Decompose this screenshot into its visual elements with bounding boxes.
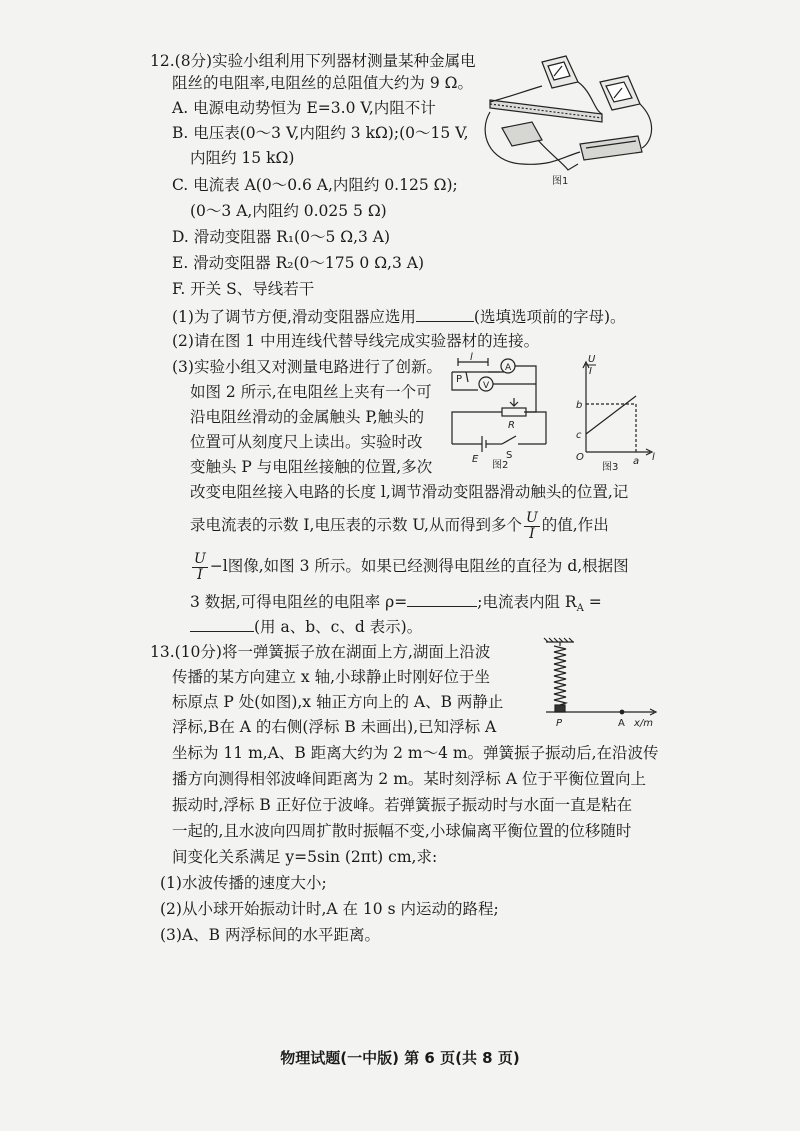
q12-part3-line3: 沿电阻丝滑动的金属触头 P,触头的 [190, 408, 425, 426]
q13-line1: 13.(10分)将一弹簧振子放在湖面上方,湖面上沿波 [150, 643, 491, 661]
fig3-label-a: a [633, 456, 640, 467]
q13-line7: 振动时,浮标 B 正好位于波峰。若弹簧振子振动时与水面一直是粘在 [172, 796, 633, 814]
q12-option-f: F. 开关 S、导线若干 [172, 280, 315, 298]
q12-part3-line7 [190, 508, 609, 542]
q12-part3-line8-text: −l图像,如图 3 所示。如果已经测得电阻丝的直径为 d,根据图 [209, 557, 629, 575]
fig2-label-a: A [505, 363, 512, 373]
fig3-label-c: c [576, 430, 582, 441]
q13-line2: 传播的某方向建立 x 轴,小球静止时刚好位于坐 [172, 668, 491, 686]
fig-label-a: A [618, 718, 625, 729]
q12-part3-line5: 变触头 P 与电阻丝接触的位置,多次 [190, 458, 433, 476]
figure-1-apparatus [482, 52, 660, 190]
q12-part3-line4: 位置可从刻度尺上读出。实验时改 [190, 433, 423, 451]
figure-2-label: 图2 [492, 460, 509, 471]
q12-part3-line2: 如图 2 所示,在电阻丝上夹有一个可 [190, 383, 432, 401]
fig2-label-r: R [508, 420, 515, 431]
fig3-y-label-denominator: I [589, 366, 592, 377]
spring-icon [554, 646, 566, 705]
q12-option-b-cont: 内阻约 15 kΩ) [190, 149, 295, 167]
q12-header: 12.(8分)实验小组利用下列器材测量某种金属电 [150, 52, 476, 70]
fig2-label-s: S [506, 450, 513, 461]
fig2-label-e: E [472, 454, 479, 465]
fraction-numerator: U [525, 509, 538, 526]
q13-line4: 浮标,B在 A 的右侧(浮标 B 未画出),已知浮标 A [172, 718, 497, 736]
figure-2-circuit [444, 350, 560, 472]
figure-1-label: 图1 [552, 176, 569, 187]
figure-3-graph [564, 354, 660, 472]
q12-part3-line1: (3)实验小组又对测量电路进行了创新。 [172, 358, 442, 376]
q12-part1-text-2: (选填选项前的字母)。 [473, 308, 626, 326]
fig3-label-l: l [652, 452, 655, 463]
q12-part3-line10 [190, 615, 422, 637]
q13-line3: 标原点 P 处(如图),x 轴正方向上的 A、B 两静止 [172, 693, 504, 711]
fig-label-p: P [556, 718, 563, 729]
fig-label-x-axis: x/m [634, 718, 654, 729]
q12-header-cont: 阻丝的电阻率,电阻丝的总阻值大约为 9 Ω。 [172, 74, 473, 92]
q12-option-d: D. 滑动变阻器 R₁(0～5 Ω,3 A) [172, 228, 391, 246]
q12-part3-line9-text-2: ;电流表内阻 R [477, 593, 577, 611]
u-over-i-fraction [524, 511, 540, 542]
q12-part3-line6: 改变电阻丝接入电路的长度 l,调节滑动变阻器滑动触头的位置,记 [190, 483, 629, 501]
float-a-marker [620, 710, 624, 714]
q12-part3-line8 [190, 549, 629, 583]
fig3-label-o: O [576, 452, 584, 463]
q13-line5: 坐标为 11 m,A、B 距离大约为 2 m～4 m。弹簧振子振动后,在沿波传 [172, 744, 659, 762]
q12-option-b: B. 电压表(0～3 V,内阻约 3 kΩ);(0～15 V, [172, 124, 469, 142]
ball-icon [555, 705, 565, 712]
fraction-denominator-2: I [197, 566, 203, 583]
q12-option-c-cont: (0～3 A,内阻约 0.025 5 Ω) [190, 202, 387, 220]
q13-line9: 间变化关系满足 y=5sin (2πt) cm,求: [172, 848, 438, 866]
spring-oscillator-figure [540, 636, 662, 732]
q12-part3-line10-text: (用 a、b、c、d 表示)。 [254, 618, 423, 636]
fig3-y-label-numerator: U [588, 354, 596, 365]
page-footer: 物理试题(一中版) 第 6 页(共 8 页) [280, 1049, 520, 1067]
q12-part3-line9-text: 3 数据,可得电阻丝的电阻率 ρ= [190, 593, 408, 611]
q13-line6: 播方向测得相邻波峰间距离为 2 m。某时刻浮标 A 位于平衡位置向上 [172, 770, 646, 788]
q12-part3-line7-text: 录电流表的示数 I,电压表的示数 U,从而得到多个 [190, 516, 522, 534]
q13-question2: (2)从小球开始振动计时,A 在 10 s 内运动的路程; [160, 900, 499, 918]
q12-part1-text: (1)为了调节方便,滑动变阻器应选用 [172, 308, 416, 326]
q13-line8: 一起的,且水波向四周扩散时振幅不变,小球偏离平衡位置的位移随时 [172, 822, 632, 840]
rheostat-symbol-icon [502, 408, 526, 416]
fig3-label-b: b [576, 400, 583, 411]
fraction-numerator-2: U [194, 550, 206, 567]
q12-part3-line9-text-3: = [583, 593, 602, 611]
fig2-label-p: P [456, 374, 463, 385]
ra-subscript: A [576, 603, 584, 615]
q12-part2: (2)请在图 1 中用连线代替导线完成实验器材的连接。 [172, 332, 540, 350]
switch-symbol-icon [502, 436, 516, 444]
q12-option-c: C. 电流表 A(0～0.6 A,内阻约 0.125 Ω); [172, 176, 458, 194]
q12-option-a: A. 电源电动势恒为 E=3.0 V,内阻不计 [172, 99, 436, 117]
fig2-label-v: V [483, 381, 490, 391]
q12-part1 [172, 305, 626, 327]
battery-switch-icon [502, 122, 542, 146]
q12-part1-blank [416, 305, 474, 322]
graph-line [586, 396, 636, 434]
q12-part3-line7-text-2: 的值,作出 [541, 516, 609, 534]
u-over-i-fraction-2 [192, 552, 208, 583]
figure-3-label: 图3 [602, 462, 619, 472]
q12-option-e: E. 滑动变阻器 R₂(0～175 0 Ω,3 A) [172, 254, 424, 272]
resistivity-blank [407, 590, 477, 607]
fraction-denominator: I [529, 525, 535, 542]
q13-question3: (3)A、B 两浮标间的水平距离。 [160, 926, 380, 944]
fig2-label-l: l [470, 352, 473, 363]
q13-question1: (1)水波传播的速度大小; [160, 874, 327, 892]
ammeter-resistance-blank [190, 615, 254, 632]
